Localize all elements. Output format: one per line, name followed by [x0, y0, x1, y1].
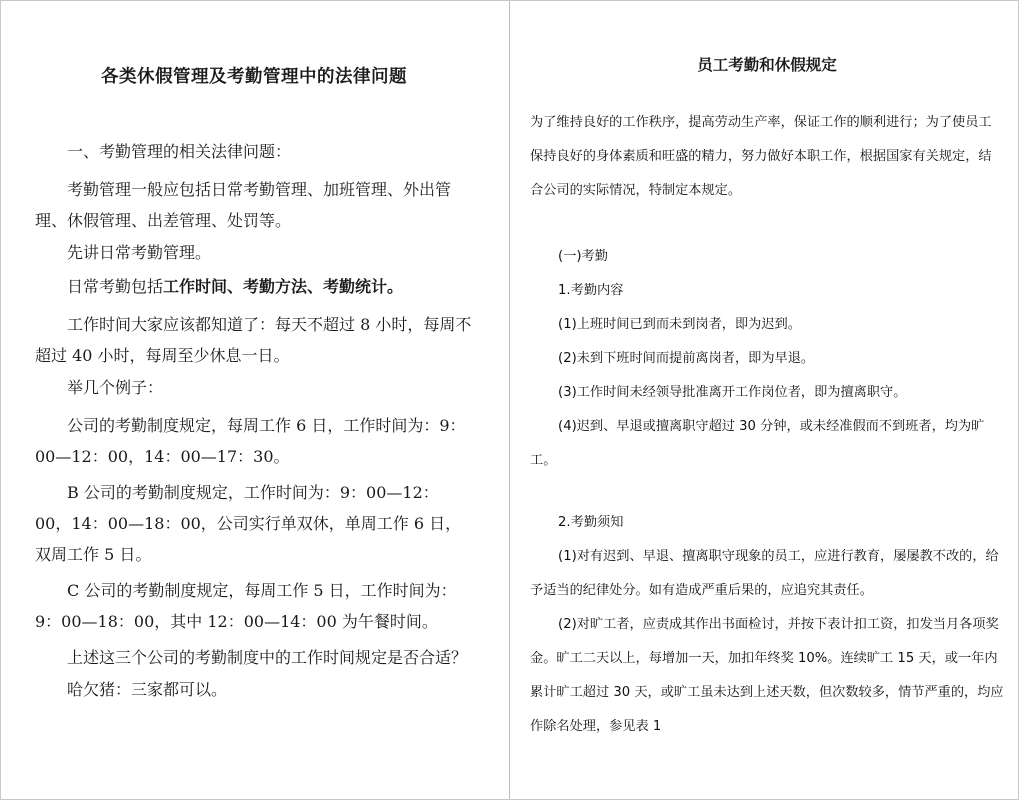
list-item: (1)上班时间已到而未到岗者，即为迟到。 [558, 317, 801, 332]
paragraph [35, 275, 473, 299]
left-page-body [35, 140, 473, 702]
list-item: (3)工作时间未经领导批准离开工作岗位者，即为擅离职守。 [558, 385, 907, 400]
subsection-heading: 2.考勤须知 [558, 515, 624, 530]
subsection-heading: 1.考勤内容 [558, 283, 624, 298]
list-item: (2)未到下班时间而提前离岗者，即为早退。 [558, 351, 815, 366]
paragraph: 工作时间大家应该都知道了：每天不超过 8 小时，每周不超过 40 小时，每周至少休息一日。 [35, 315, 472, 365]
paragraph: 先讲日常考勤管理。 [67, 243, 212, 262]
list-item: (2)对旷工者，应责成其作出书面检讨，并按下表计扣工资，扣发当月各项奖金。旷工二天以上，每增加一天，加扣年终奖 10%。连续旷工 15 天，或一年内累计旷工超过 30 天，或旷工虽未达到上述天数，但次数较多，情节严重的，均应作除名处理，参见表 1 [530, 617, 1004, 734]
list-item: (4)迟到、早退或擅离职守超过 30 分钟，或未经准假而不到班者，均为旷工。 [530, 419, 985, 468]
intro-paragraph: 为了维持良好的工作秩序，提高劳动生产率，保证工作的顺利进行；为了使员工保持良好的身体素质和旺盛的精力，努力做好本职工作，根据国家有关规定，结合公司的实际情况，特制定本规定。 [530, 115, 992, 198]
left-page-title: 各类休假管理及考勤管理中的法律问题 [101, 67, 408, 87]
paragraph: 考勤管理一般应包括日常考勤管理、加班管理、外出管理、休假管理、出差管理、处罚等。 [35, 180, 452, 230]
paragraph: 哈欠猪：三家都可以。 [67, 680, 228, 699]
section-heading: (一)考勤 [558, 249, 608, 264]
list-item: (1)对有迟到、早退、擅离职守现象的员工，应进行教育，屡屡教不改的，给予适当的纪律处分。如有造成严重后果的，应追究其责任。 [530, 549, 999, 598]
left-page [1, 1, 510, 799]
bold-text: 工作时间、考勤方法、考勤统计。 [163, 277, 404, 296]
paragraph-text: 日常考勤包括 [67, 277, 164, 296]
right-page-body [530, 106, 1004, 744]
paragraph: B 公司的考勤制度规定，工作时间为：9：00—12：00，14：00—18：00，公司实行单双休，单周工作 6 日，双周工作 5 日。 [35, 483, 462, 564]
right-page-title: 员工考勤和休假规定 [697, 56, 837, 74]
right-page [510, 1, 1018, 799]
paragraph: 上述这三个公司的考勤制度中的工作时间规定是否合适？ [67, 648, 468, 667]
paragraph: 举几个例子： [67, 378, 164, 397]
paragraph: 公司的考勤制度规定，每周工作 6 日，工作时间为：9：00—12：00，14：00—17：30。 [35, 416, 466, 466]
section-heading: 一、考勤管理的相关法律问题： [67, 142, 292, 161]
paragraph: C 公司的考勤制度规定，每周工作 5 日，工作时间为：9：00—18：00，其中 12：00—14：00 为午餐时间。 [35, 581, 457, 631]
